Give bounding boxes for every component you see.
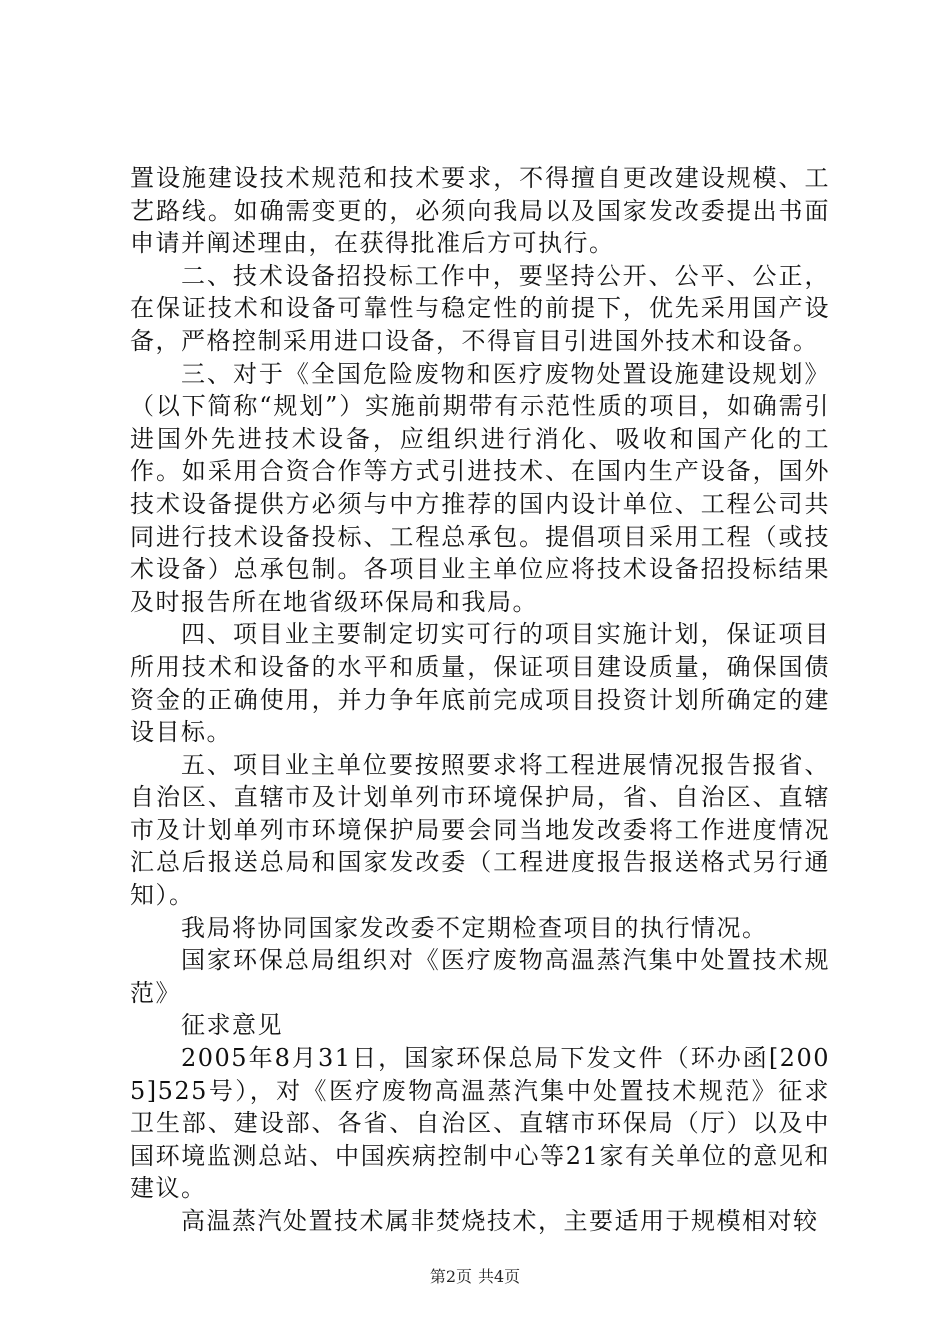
page-total: 共4页 bbox=[478, 1267, 521, 1286]
paragraph-3: 三、对于《全国危险废物和医疗废物处置设施建设规划》（以下简称“规划”）实施前期带有示范性质的项目，如确需引进国外先进技术设备，应组织进行消化、吸收和国产化的工作。如采用合资合作等方式引进技术、在国内生产设备，国外技术设备提供方必须与中方推荐的国内设计单位、工程公司共同进行技术设备投标、工程总承包。提倡项目采用工程（或技术设备）总承包制。各项目业主单位应将技术设备招投标结果及时报告所在地省级环保局和我局。 bbox=[130, 359, 830, 616]
paragraph-10: 高温蒸汽处置技术属非焚烧技术，主要适用于规模相对较 bbox=[181, 1207, 819, 1235]
paragraph-2: 二、技术设备招投标工作中，要坚持公开、公平、公正，在保证技术和设备可靠性与稳定性的前提下，优先采用国产设备，严格控制采用进口设备，不得盲目引进国外技术和设备。 bbox=[130, 261, 830, 355]
paragraph-9: 2005年8月31日，国家环保总局下发文件（环办函[2005]525号），对《医疗废物高温蒸汽集中处置技术规范》征求卫生部、建设部、各省、自治区、直辖市环保局（厅）以及中国环境监测总站、中国疾病控制中心等21家有关单位的意见和建议。 bbox=[130, 1044, 830, 1203]
paragraph-5: 五、项目业主单位要按照要求将工程进展情况报告报省、自治区、直辖市及计划单列市环境保护局，省、自治区、直辖市及计划单列市环境保护局要会同当地发改委将工作进度情况汇总后报送总局和国家发改委（工程进度报告报送格式另行通知）。 bbox=[130, 750, 830, 910]
paragraph-1: 置设施建设技术规范和技术要求，不得擅自更改建设规模、工艺路线。如确需变更的，必须向我局以及国家发改委提出书面申请并阐述理由，在获得批准后方可执行。 bbox=[130, 164, 830, 258]
document-body bbox=[130, 162, 830, 1238]
paragraph-6: 我局将协同国家发改委不定期检查项目的执行情况。 bbox=[181, 913, 768, 942]
page-number: 第2页 bbox=[429, 1267, 472, 1286]
paragraph-8: 征求意见 bbox=[181, 1011, 283, 1040]
page-footer bbox=[0, 1267, 950, 1287]
paragraph-4: 四、项目业主要制定切实可行的项目实施计划，保证项目所用技术和设备的水平和质量，保证项目建设质量，确保国债资金的正确使用，并力争年底前完成项目投资计划所确定的建设目标。 bbox=[130, 620, 830, 747]
paragraph-7: 国家环保总局组织对《医疗废物高温蒸汽集中处置技术规范》 bbox=[130, 946, 830, 1007]
